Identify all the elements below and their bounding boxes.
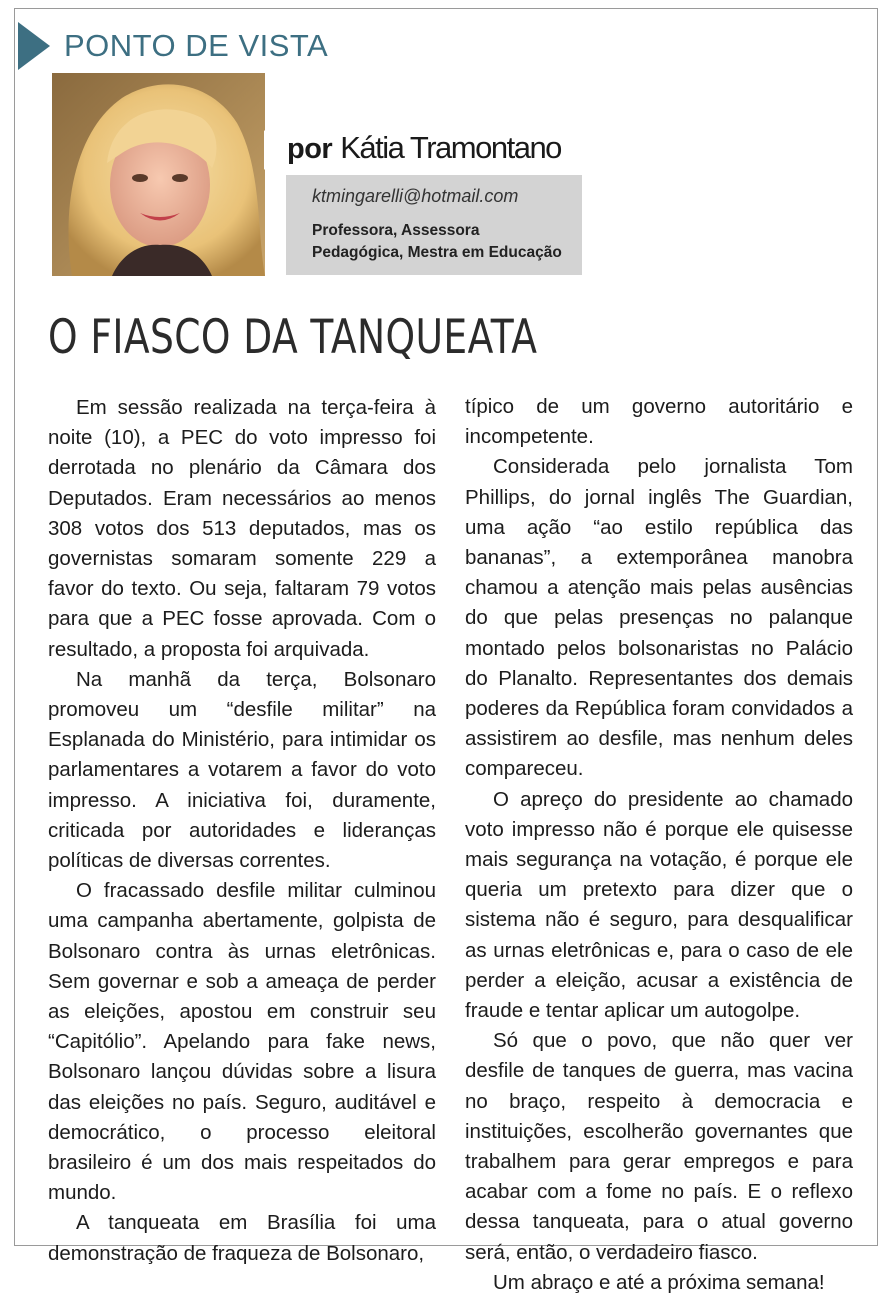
- paragraph-continuation: típico de um governo autoritário e incompetente.: [465, 395, 853, 449]
- paragraph: O fracassado desfile militar culminou uma campanha abertamente, golpista de Bolsonaro contra às urnas eletrônicas. Sem governar e sob a ameaça de perder as eleições, apostou em construir seu “Capitólio”. Apelando para fake news, Bolsonaro lançou dúvidas sobre a lisura das eleições no país. Seguro, auditável e democrático, o processo eleitoral brasileiro é um dos mais respeitados do mundo.: [48, 879, 436, 1205]
- paragraph: Na manhã da terça, Bolsonaro promoveu um “desfile militar” na Esplanada do Ministério, para intimidar os parlamentares a votarem a favor do voto impresso. A iniciativa foi, duramente, criticada por autoridades e lideranças políticas de diversas correntes.: [48, 667, 436, 873]
- author-photo: [52, 73, 265, 276]
- article-column-right: [465, 392, 853, 1298]
- author-email: ktmingarelli@hotmail.com: [312, 186, 519, 206]
- byline: [287, 128, 561, 169]
- author-credentials: [312, 220, 582, 264]
- paragraph: Em sessão realizada na terça-feira à noite (10), a PEC do voto impresso foi derrotada no plenário da Câmara dos Deputados. Eram necessários ao menos 308 votos dos 513 deputados, mas os governistas somaram somente 229 a favor do texto. Ou seja, faltaram 79 votos para que a PEC fosse aprovada. Com o resultado, a proposta foi arquivada.: [48, 396, 436, 661]
- credentials-line-1: Professora, Assessora: [312, 222, 480, 239]
- paragraph: Um abraço e até a próxima semana!: [493, 1270, 825, 1294]
- author-info-box: [286, 175, 582, 275]
- paragraph: Só que o povo, que não quer ver desfile de tanques de guerra, mas vacina no braço, respeito à democracia e instituições, escolherão governantes que trabalhem para gerar empregos e para acabar com a fome no país. E o reflexo dessa tanqueata, para o atual governo será, então, o verdadeiro fiasco.: [465, 1029, 853, 1264]
- paragraph: Considerada pelo jornalista Tom Phillips, do jornal inglês The Guardian, uma ação “ao estilo república das bananas”, a extemporânea manobra chamou a atenção mais pelas ausências do que pelas presenças no palanque montado pelos bolsonaristas no Palácio do Planalto. Representantes dos demais poderes da República foram convidados a assistirem ao desfile, mas nenhum deles compareceu.: [465, 455, 853, 781]
- author-name: Kátia Tramontano: [340, 130, 561, 165]
- paragraph: O apreço do presidente ao chamado voto impresso não é porque ele quisesse mais segurança na votação, é porque ele queria um pretexto para dizer que o sistema não é seguro, para desqualificar as urnas eletrônicas e, para o caso de ele perder a eleição, acusar a existência de fraude e tentar aplicar um autogolpe.: [465, 787, 853, 1023]
- photo-notch: [264, 130, 282, 170]
- byline-prefix: por: [287, 133, 333, 165]
- paragraph: A tanqueata em Brasília foi uma demonstração de fraqueza de Bolsonaro,: [48, 1211, 436, 1265]
- section-arrow-icon: [18, 22, 50, 70]
- article-column-left: [48, 393, 436, 1269]
- section-label: PONTO DE VISTA: [64, 28, 329, 63]
- article-title: O FIASCO DA TANQUEATA: [48, 310, 538, 365]
- credentials-line-2: Pedagógica, Mestra em Educação: [312, 244, 562, 261]
